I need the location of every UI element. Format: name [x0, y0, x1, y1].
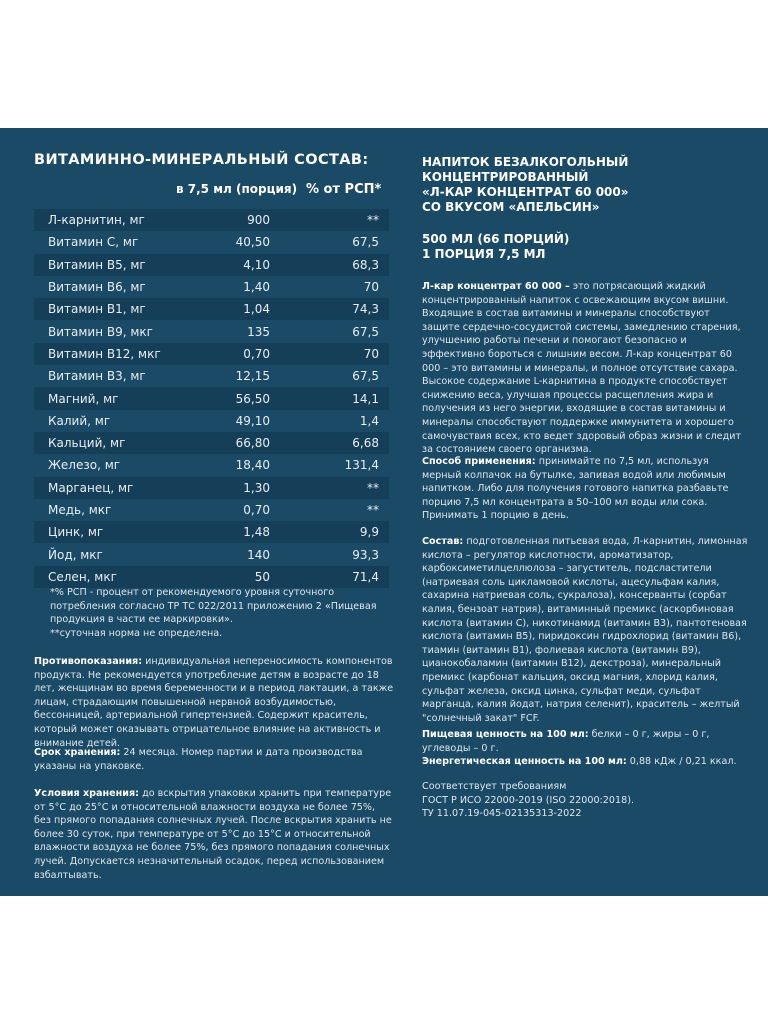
nutrient-amount: 40,50	[235, 235, 270, 250]
nutrient-percent: 70	[363, 280, 379, 295]
nutrient-amount: 4,10	[243, 257, 270, 272]
table-row	[34, 477, 389, 499]
nutrition-text: белки – 0 г, жиры – 0 г, углеводы – 0 г.	[422, 729, 710, 754]
nutrient-name: Витамин В1, мг	[48, 302, 146, 317]
column-portion: в 7,5 мл (порция)	[176, 182, 298, 196]
energy-text: 0,88 кДж / 0,21 ккал.	[626, 756, 737, 768]
nutrient-amount: 66,80	[235, 436, 270, 451]
nutrient-name: Витамин С, мг	[48, 235, 139, 250]
nutrient-name: Йод, мкг	[48, 547, 103, 562]
usage-instructions	[422, 455, 748, 523]
nutrient-percent: 70	[363, 346, 379, 361]
nutrient-percent: 1,4	[359, 413, 379, 428]
nutrient-amount: 1,04	[243, 302, 270, 317]
nutrient-amount: 56,50	[235, 391, 270, 406]
table-row	[34, 209, 389, 231]
table-row	[34, 320, 389, 342]
nutrient-percent: 9,9	[359, 525, 379, 540]
nutrient-percent: **	[367, 213, 379, 228]
nutrient-percent: **	[367, 480, 379, 495]
energy-label: Энергетическая ценность на 100 мл:	[422, 756, 627, 768]
table-row	[34, 566, 389, 588]
product-title-line-1: НАПИТОК БЕЗАЛКОГОЛЬНЫЙ	[422, 155, 629, 169]
composition-heading-block	[34, 152, 404, 168]
nutrient-amount: 0,70	[243, 503, 270, 517]
volume-info: 500 МЛ (66 ПОРЦИЙ)	[422, 232, 570, 246]
column-percent: % от РСП*	[306, 182, 382, 197]
nutrient-percent: 68,3	[352, 257, 379, 272]
nutrient-percent: 67,5	[352, 324, 379, 339]
product-title-line-4: СО ВКУСОМ «АПЕЛЬСИН»	[422, 200, 600, 214]
table-row	[34, 499, 389, 521]
storage-text: до вскрытия упаковки хранить при температуре от 5°С до 25°С и относительной влажности воздуха не более 75%, без прямого попадания солнечных лучей. После вскрытия хранить не более 30 суток, при температуре от 5°С до 15°С и относительной влажности воздуха не более 75%, без прямого попадания солнечных лучей. Допускается незначительный осадок, перед использованием взбалтывать.	[34, 788, 392, 881]
table-row	[34, 231, 389, 253]
nutrient-name: Марганец, мг	[48, 480, 134, 495]
table-row	[34, 343, 389, 365]
shelf-life	[34, 746, 394, 773]
ingredients-label: Состав:	[422, 536, 464, 547]
ingredients-text: подготовленная питьевая вода, Л-карнитин, лимонная кислота – регулятор кислотности, ароматизатор, карбоксиметилцеллюлоза – загуститель, подсластители (натриевая соль цикламовой кислоты, ацесульфам калия, сахарина натриевая соль, сукралоза), консерванты (сорбат калия, бензоат натрия), витаминный премикс (аскорбиновая кислота (витамин С), никотинамид (витамин В3), пантотеновая кислота (витамин В5), пиридоксин гидрохлорид (витамин В6), тиамин (витамин В1), фолиевая кислота (витамин В9), цианокобаламин (витамин В12), декстроза), минеральный премикс (карбонат кальция, оксид магния, хлорид калия, сульфат железа, оксид цинка, сульфат меди, сульфат марганца, калия йодат, натрия селенит), краситель – желтый "солнечный закат" FCF.	[422, 536, 748, 724]
nutrient-percent: 71,4	[352, 569, 379, 584]
nutrient-amount: 140	[247, 547, 270, 562]
usage-label: Способ применения:	[422, 456, 536, 467]
nutrient-name: Кальций, мг	[48, 436, 126, 451]
table-row	[34, 410, 389, 432]
usage-text: принимайте по 7,5 мл, используя мерный колпачок на бутылке, запивая водой или любимым напитком. Либо для получения готового напитка разбавьте порцию 7,5 мл концентрата в 50–100 мл воды или сока. Принимать 1 порцию в день.	[422, 456, 729, 522]
nutrient-name: Медь, мкг	[48, 503, 112, 517]
table-row	[34, 365, 389, 387]
nutrient-amount: 12,15	[235, 369, 270, 384]
composition-title: ВИТАМИННО-МИНЕРАЛЬНЫЙ СОСТАВ:	[34, 152, 369, 168]
nutrient-amount: 50	[254, 569, 270, 584]
nutrient-name: Витамин В5, мг	[48, 257, 146, 272]
nutrient-amount: 18,40	[235, 458, 270, 473]
nutrient-amount: 0,70	[243, 346, 270, 361]
table-row	[34, 298, 389, 320]
nutrient-percent: **	[367, 503, 379, 517]
storage-label: Условия хранения:	[34, 788, 140, 799]
nutrient-name: Магний, мг	[48, 391, 119, 406]
description-label: Л-кар концентрат 60 000 –	[422, 281, 570, 292]
nutrient-name: Витамин В12, мкг	[48, 346, 161, 361]
nutrient-percent: 67,5	[352, 369, 379, 384]
nutrient-amount: 49,10	[235, 413, 270, 428]
nutrition-label: Пищевая ценность на 100 мл:	[422, 729, 589, 740]
nutrient-percent: 93,3	[352, 547, 379, 562]
nutrient-name: Витамин В9, мкг	[48, 324, 153, 339]
nutrient-name: Калий, мг	[48, 413, 111, 428]
shelf-life-text: 24 месяца. Номер партии и дата производства указаны на упаковке.	[34, 747, 363, 772]
nutrient-percent: 131,4	[344, 458, 379, 473]
table-row	[34, 276, 389, 298]
contraindications-text: индивидуальная непереносимость компонентов продукта. Не рекомендуется употребление детям в возрасте до 18 лет, женщинам во время беременности и в период лактации, а также лицам, страдающим повышенной нервной возбудимостью, бессонницей, артериальной гипертензией. Содержит краситель, который может оказывать отрицательное влияние на активность и внимание детей.	[34, 656, 394, 749]
nutrition-values	[422, 728, 748, 769]
table-row	[34, 454, 389, 476]
table-row	[34, 387, 389, 409]
footnote-norm: **суточная норма не определена.	[50, 627, 223, 639]
table-row	[34, 521, 389, 543]
table-row	[34, 543, 389, 565]
nutrient-percent: 6,68	[352, 436, 379, 451]
nutrient-name: Л-карнитин, мг	[48, 213, 145, 228]
nutrient-percent: 67,5	[352, 235, 379, 250]
contraindications	[34, 655, 394, 750]
nutrient-name: Железо, мг	[48, 458, 121, 473]
nutrient-name: Селен, мкг	[48, 569, 117, 584]
table-row	[34, 432, 389, 454]
ingredients	[422, 535, 748, 725]
nutrient-percent: 14,1	[352, 391, 379, 406]
nutrient-amount: 1,40	[243, 280, 270, 295]
portion-info: 1 ПОРЦИЯ 7,5 МЛ	[422, 247, 546, 261]
nutrient-percent: 74,3	[352, 302, 379, 317]
nutrient-table	[34, 209, 389, 588]
footnotes	[50, 586, 380, 640]
product-description	[422, 280, 748, 457]
standards-line-3: ТУ 11.07.19-045-02135313-2022	[422, 808, 582, 820]
product-title-line-3: «Л-КАР КОНЦЕНТРАТ 60 000»	[422, 185, 629, 199]
footnote-rsp: *% РСП - процент от рекомендуемого уровня суточного потребления согласно ТР ТС 022/2011 приложению 2 «Пищевая продукция в части ее маркировки».	[50, 587, 377, 626]
nutrient-amount: 900	[247, 213, 270, 228]
standards-line-2: ГОСТ Р ИСО 22000-2019 (ISO 22000:2018).	[422, 794, 634, 806]
nutrient-name: Цинк, мг	[48, 525, 104, 540]
product-title-line-2: КОНЦЕНТРИРОВАННЫЙ	[422, 170, 589, 184]
nutrient-amount: 135	[247, 324, 270, 339]
description-text: это потрясающий жидкий концентрированный напиток с освежающим вкусом вишни. Входящие в состав витамины и минералы способствуют защите сердечно-сосудистой системы, замедлению старения, улучшению работы печени и помогают безопасно и эффективно бороться с лишним весом. Л-кар концентрат 60 000 – это витамины и минералы, и полное отсутствие сахара. Высокое содержание L-карнитина в продукте способствует снижению веса, улучшая процессы расщепления жира и получения из него энергии, входящие в состав витамины и минералы способствуют поддержке иммунитета и хорошего самочувствия всех, кто ведет здоровый образ жизни и следит за состоянием своего организма.	[422, 281, 742, 456]
standards	[422, 780, 748, 821]
table-row	[34, 254, 389, 276]
shelf-life-label: Срок хранения:	[34, 747, 121, 758]
contraindications-label: Противопоказания:	[34, 656, 143, 667]
nutrient-name: Витамин В6, мг	[48, 280, 146, 295]
standards-line-1: Соответствует требованиям	[422, 781, 567, 792]
nutrient-amount: 1,30	[243, 480, 270, 495]
product-title-block	[422, 155, 746, 262]
nutrient-amount: 1,48	[243, 525, 270, 540]
nutrient-name: Витамин В3, мг	[48, 369, 146, 384]
storage-conditions	[34, 787, 394, 882]
